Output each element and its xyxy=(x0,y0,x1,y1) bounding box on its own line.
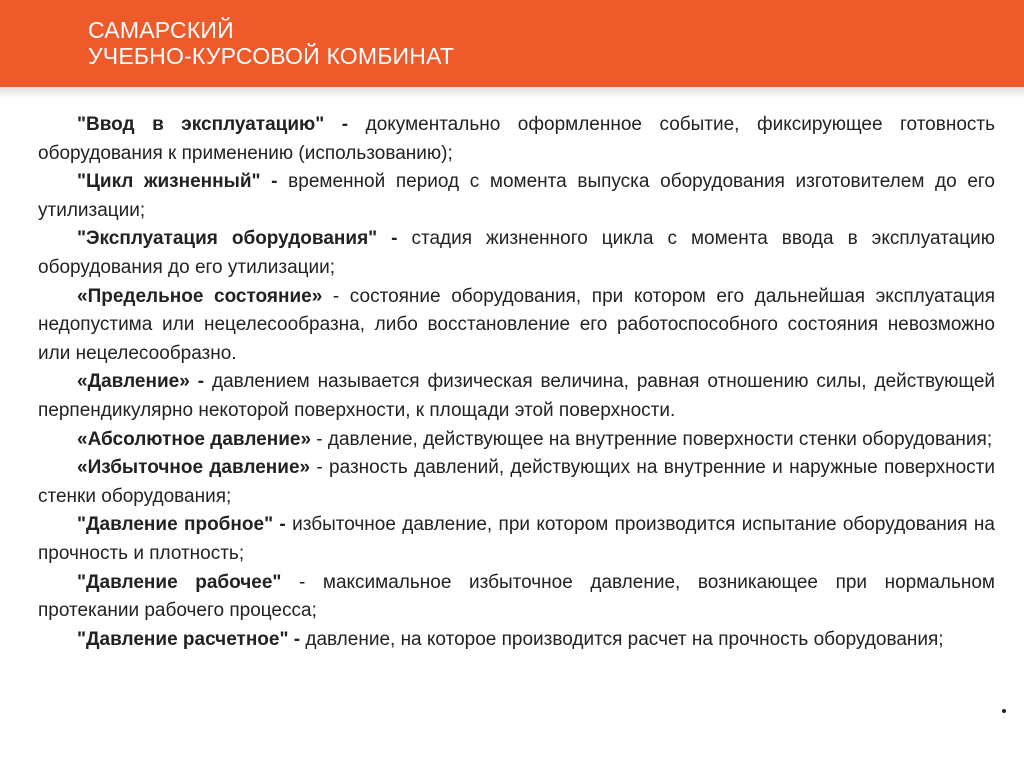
definition-commissioning xyxy=(38,111,995,168)
definition-text: - разность давлений, действующих на внутренние и наружные поверхности стенки оборудования; xyxy=(38,457,995,507)
definition-text: временной период с момента выпуска оборудования изготовителем до его утилизации; xyxy=(38,171,995,221)
definition-term: "Давление расчетное" - xyxy=(77,628,301,650)
definition-limit-state xyxy=(38,283,995,369)
logo-line-1: САМАРСКИЙ xyxy=(88,17,234,43)
definition-term: «Давление» - xyxy=(77,371,205,393)
definition-term: "Эксплуатация оборудования" - xyxy=(77,228,398,250)
company-logo xyxy=(88,17,454,69)
definition-excess-pressure xyxy=(38,454,995,511)
header-bar xyxy=(0,0,1024,87)
definitions-list xyxy=(38,111,995,654)
definition-absolute-pressure xyxy=(38,426,995,455)
definition-text: давление, на которое производится расчет на прочность оборудования; xyxy=(300,628,944,650)
definition-term: "Цикл жизненный" - xyxy=(77,171,278,193)
definition-text: - состояние оборудования, при котором его дальнейшая эксплуатация недопустима или нецелесообразна, либо восстановление его работоспособного состояния невозможно или нецелесообразно. xyxy=(38,285,995,364)
definition-text: избыточное давление, при котором производится испытание оборудования на прочность и плотность; xyxy=(38,514,995,564)
definition-term: "Давление пробное" - xyxy=(77,514,286,536)
definition-term: «Предельное состояние» xyxy=(77,285,323,307)
definition-text: документально оформленное событие, фиксирующее готовность оборудования к применению (использованию); xyxy=(38,114,995,164)
definition-text: давлением называется физическая величина, равная отношению силы, действующей перпендикулярно некоторой поверхности, к площади этой поверхности. xyxy=(38,371,995,421)
definition-working-pressure xyxy=(38,569,995,626)
logo-line-2: УЧЕБНО-КУРСОВОЙ КОМБИНАТ xyxy=(88,43,455,69)
definition-term: «Избыточное давление» xyxy=(77,457,311,479)
definition-term: "Давление рабочее" xyxy=(77,571,282,593)
definition-design-pressure xyxy=(38,626,995,655)
definition-text: стадия жизненного цикла с момента ввода в эксплуатацию оборудования до его утилизации; xyxy=(38,228,995,278)
definition-life-cycle xyxy=(38,168,995,225)
bullet-dot xyxy=(1002,709,1006,713)
definition-text: - давление, действующее на внутренние поверхности стенки оборудования; xyxy=(311,428,993,450)
header-shadow xyxy=(0,87,1024,99)
definition-term: «Абсолютное давление» xyxy=(77,428,312,450)
definition-test-pressure xyxy=(38,511,995,568)
definition-operation xyxy=(38,225,995,282)
definition-pressure xyxy=(38,368,995,425)
definition-term: "Ввод в эксплуатацию" - xyxy=(77,114,349,135)
definition-text: - максимальное избыточное давление, возникающее при нормальном протекании рабочего процесса; xyxy=(38,571,995,622)
